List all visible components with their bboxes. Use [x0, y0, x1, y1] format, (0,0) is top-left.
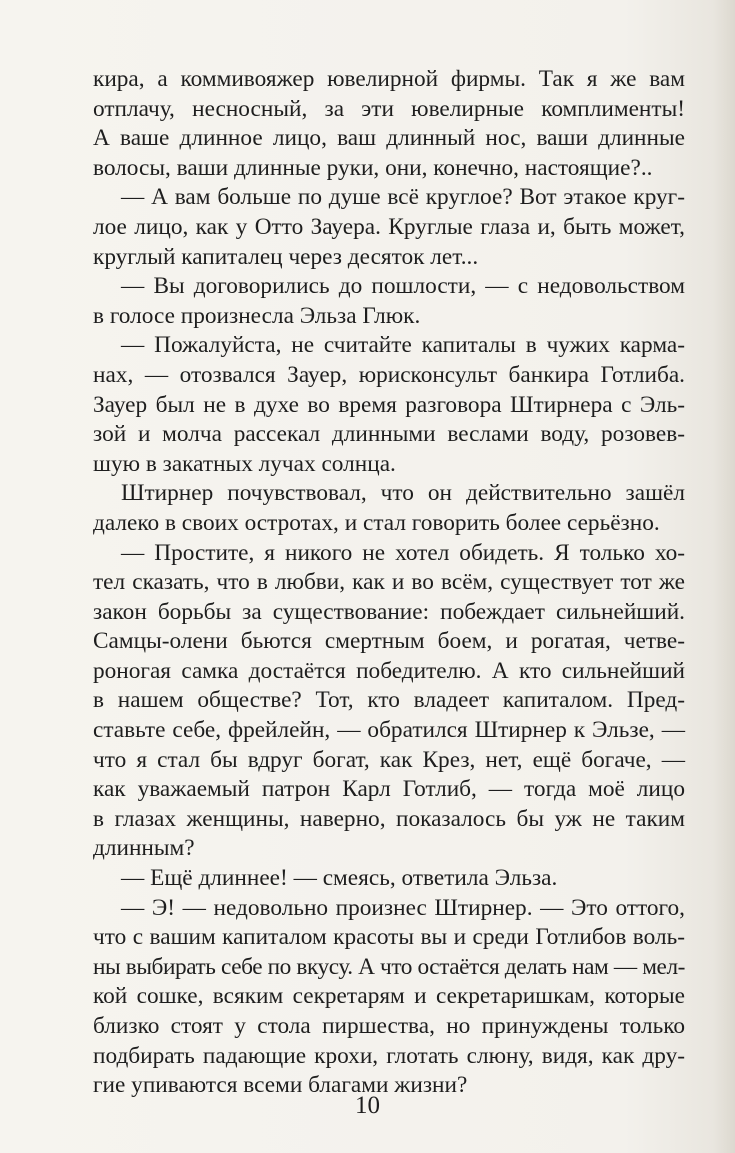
text-line: Самцы-олени бьются смертным боем, и рогатая, четве- [93, 628, 685, 655]
text-line: — Пожалуйста, не считайте капиталы в чужих карма- [121, 332, 685, 359]
text-line: Штирнер почувствовал, что он действительно зашёл [121, 480, 685, 507]
text-line: длинным? [93, 835, 195, 862]
text-line: что с вашим капиталом красоты вы и среди Готлибов воль- [93, 924, 685, 951]
text-line: — Ещё длиннее! — смеясь, ответила Эльза. [121, 865, 558, 892]
text-line: — Вы договорились до пошлости, — с недовольством [121, 273, 685, 300]
text-line: отплачу, несносный, за эти ювелирные комплименты! [93, 95, 685, 122]
text-line: — Простите, я никого не хотел обидеть. Я только хо- [121, 539, 685, 566]
text-line: кира, а коммивояжер ювелирной фирмы. Так я же вам [93, 66, 685, 92]
text-line: гие упиваются всеми благами жизни? [93, 1072, 468, 1099]
text-line: круглый капиталец через десяток лет... [93, 243, 479, 270]
text-line: ставьте себе, фрейлейн, — обратился Штирнер к Эльзе, — [93, 717, 685, 744]
text-line: — А вам больше по душе всё круглое? Вот этакое круг- [121, 184, 685, 211]
page-number: 10 [355, 1092, 380, 1119]
text-line: тел сказать, что в любви, как и во всём, существует тот же [93, 569, 685, 596]
text-line: волосы, ваши длинные руки, они, конечно, настоящие?.. [93, 154, 653, 181]
text-line: закон борьбы за существование: побеждает сильнейший. [93, 598, 685, 625]
text-line: как уважаемый патрон Карл Готлиб, — тогда моё лицо [93, 776, 685, 803]
text-line: лое лицо, как у Отто Зауера. Круглые глаза и, быть может, [93, 213, 685, 240]
text-line: Зауер был не в духе во время разговора Штирнера с Эль- [93, 391, 685, 418]
text-line: подбирать падающие крохи, глотать слюну, видя, как дру- [93, 1042, 685, 1069]
body-text [93, 65, 685, 1101]
text-line: кой сошке, всяким секретарям и секретаришкам, которые [93, 983, 685, 1010]
text-line: зой и молча рассекал длинными веслами воду, розовев- [93, 421, 685, 448]
text-line: шую в закатных лучах солнца. [93, 450, 396, 477]
text-line: в глазах женщины, наверно, показалось бы уж не таким [93, 805, 685, 832]
text-line: в нашем обществе? Тот, кто владеет капиталом. Пред- [93, 687, 685, 714]
text-line: роногая самка достаётся победителю. А кто сильнейший [93, 657, 685, 684]
text-line: в голосе произнесла Эльза Глюк. [93, 302, 421, 329]
text-line: близко стоят у стола пиршества, но принуждены только [93, 1013, 685, 1039]
text-line: нах, — отозвался Зауер, юрисконсульт банкира Готлиба. [93, 361, 685, 388]
text-line: А ваше длинное лицо, ваш длинный нос, ваши длинные [93, 125, 685, 152]
text-line: что я стал бы вдруг богат, как Крез, нет, ещё богаче, — [93, 746, 685, 773]
text-line: далеко в своих остротах, и стал говорить более серьёзно. [93, 509, 660, 536]
text-line: ны выбирать себе по вкусу. А что остаётся делать нам — мел- [93, 953, 685, 980]
text-line: — Э! — недовольно произнес Штирнер. — Это оттого, [121, 894, 685, 921]
